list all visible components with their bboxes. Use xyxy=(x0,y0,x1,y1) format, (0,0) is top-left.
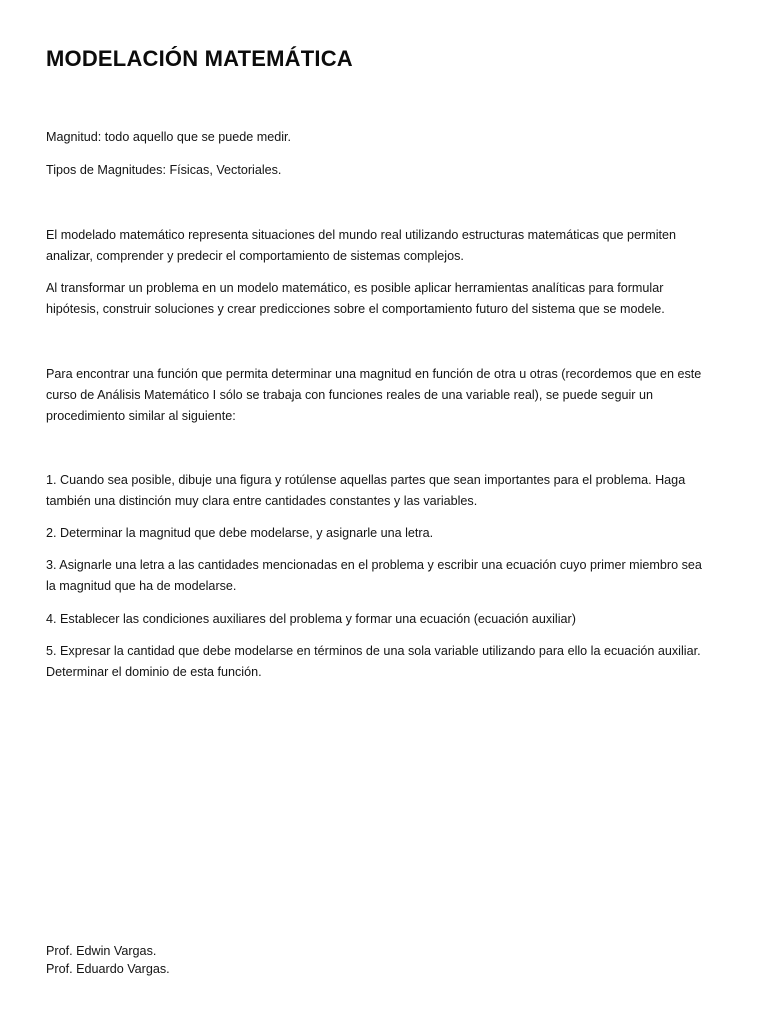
document-title: MODELACIÓN MATEMÁTICA xyxy=(46,46,353,71)
author-line: Prof. Eduardo Vargas. xyxy=(46,962,170,976)
step-item: 5. Expresar la cantidad que debe modelarse en términos de una sola variable utilizando para ello la ecuación auxiliar. Determinar el dominio de esta función. xyxy=(46,644,701,679)
paragraph-transformar: Al transformar un problema en un modelo matemático, es posible aplicar herramientas analíticas para formular hipótesis, construir soluciones y crear predicciones sobre el comportamiento futuro del sistema que se modele. xyxy=(46,281,665,316)
magnitud-definition: Magnitud: todo aquello que se puede medir. xyxy=(46,130,292,144)
paragraph-procedimiento: Para encontrar una función que permita determinar una magnitud en función de otra u otras (recordemos que en este curso de Análisis Matemático I sólo se trabaja con funciones reales de una variable real), se puede seguir un procedimiento similar al siguiente: xyxy=(46,367,702,423)
paragraph-modelado: El modelado matemático representa situaciones del mundo real utilizando estructuras matemáticas que permiten analizar, comprender y predecir el comportamiento de sistemas complejos. xyxy=(46,228,677,263)
step-item: 4. Establecer las condiciones auxiliares del problema y formar una ecuación (ecuación auxiliar) xyxy=(46,612,576,626)
step-item: 1. Cuando sea posible, dibuje una figura y rotúlense aquellas partes que sean importantes para el problema. Haga también una distinción muy clara entre cantidades constantes y las variables. xyxy=(46,473,686,508)
magnitud-types: Tipos de Magnitudes: Físicas, Vectoriales. xyxy=(46,163,282,177)
step-item: 3. Asignarle una letra a las cantidades mencionadas en el problema y escribir una ecuación cuyo primer miembro sea la magnitud que ha de modelarse. xyxy=(46,558,702,593)
author-line: Prof. Edwin Vargas. xyxy=(46,944,157,958)
step-item: 2. Determinar la magnitud que debe modelarse, y asignarle una letra. xyxy=(46,526,434,540)
